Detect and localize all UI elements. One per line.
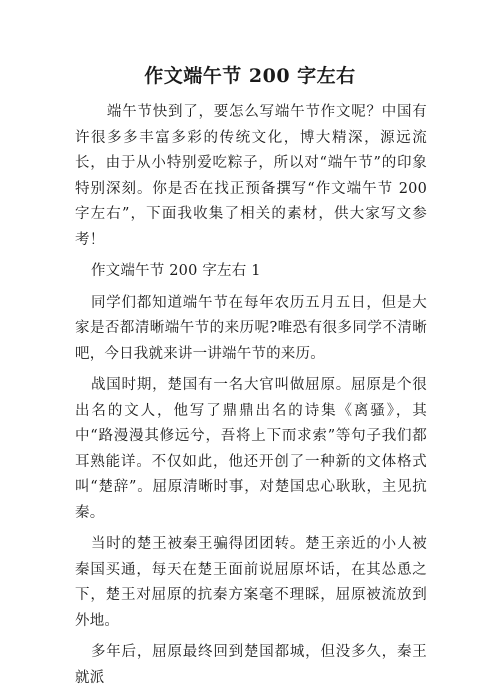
body-paragraph: 当时的楚王被秦王骗得团团转。楚王亲近的小人被秦国买通，每天在楚王面前说屈原坏话，在其怂恿之下，楚王对屈原的抗秦方案毫不理睬，屈原被流放到外地。 [75, 536, 427, 629]
body-paragraph: 多年后，屈原最终回到楚国都城，但没多久，秦王就派 [75, 644, 427, 686]
document-body [75, 100, 427, 697]
body-paragraph: 战国时期，楚国有一名大官叫做屈原。屈原是个很出名的文人，他写了鼎鼎出名的诗集《离骚》，其中“路漫漫其修远兮，吾将上下而求索”等句子我们都耳熟能详。不仅如此，他还开创了一种新的文体格式叫“楚辞”。屈原清晰时事，对楚国忠心耿耿，主见抗秦。 [75, 377, 427, 521]
document-title: 作文端午节 200 字左右 [144, 65, 356, 87]
intro-paragraph: 端午节快到了，要怎么写端午节作文呢？中国有许很多多丰富多彩的传统文化，博大精深，源远流长，由于从小特别爱吃粽子，所以对“端午节”的印象特别深刻。你是否在找正预备撰写“作文端午节 200 字左右”，下面我收集了相关的素材，供大家写文参考！ [75, 104, 427, 248]
section-heading: 作文端午节 200 字左右 1 [90, 263, 261, 279]
body-paragraph: 同学们都知道端午节在每年农历五月五日，但是大家是否都清晰端午节的来历呢?唯恐有很多同学不清晰吧，今日我就来讲一讲端午节的来历。 [75, 294, 427, 362]
